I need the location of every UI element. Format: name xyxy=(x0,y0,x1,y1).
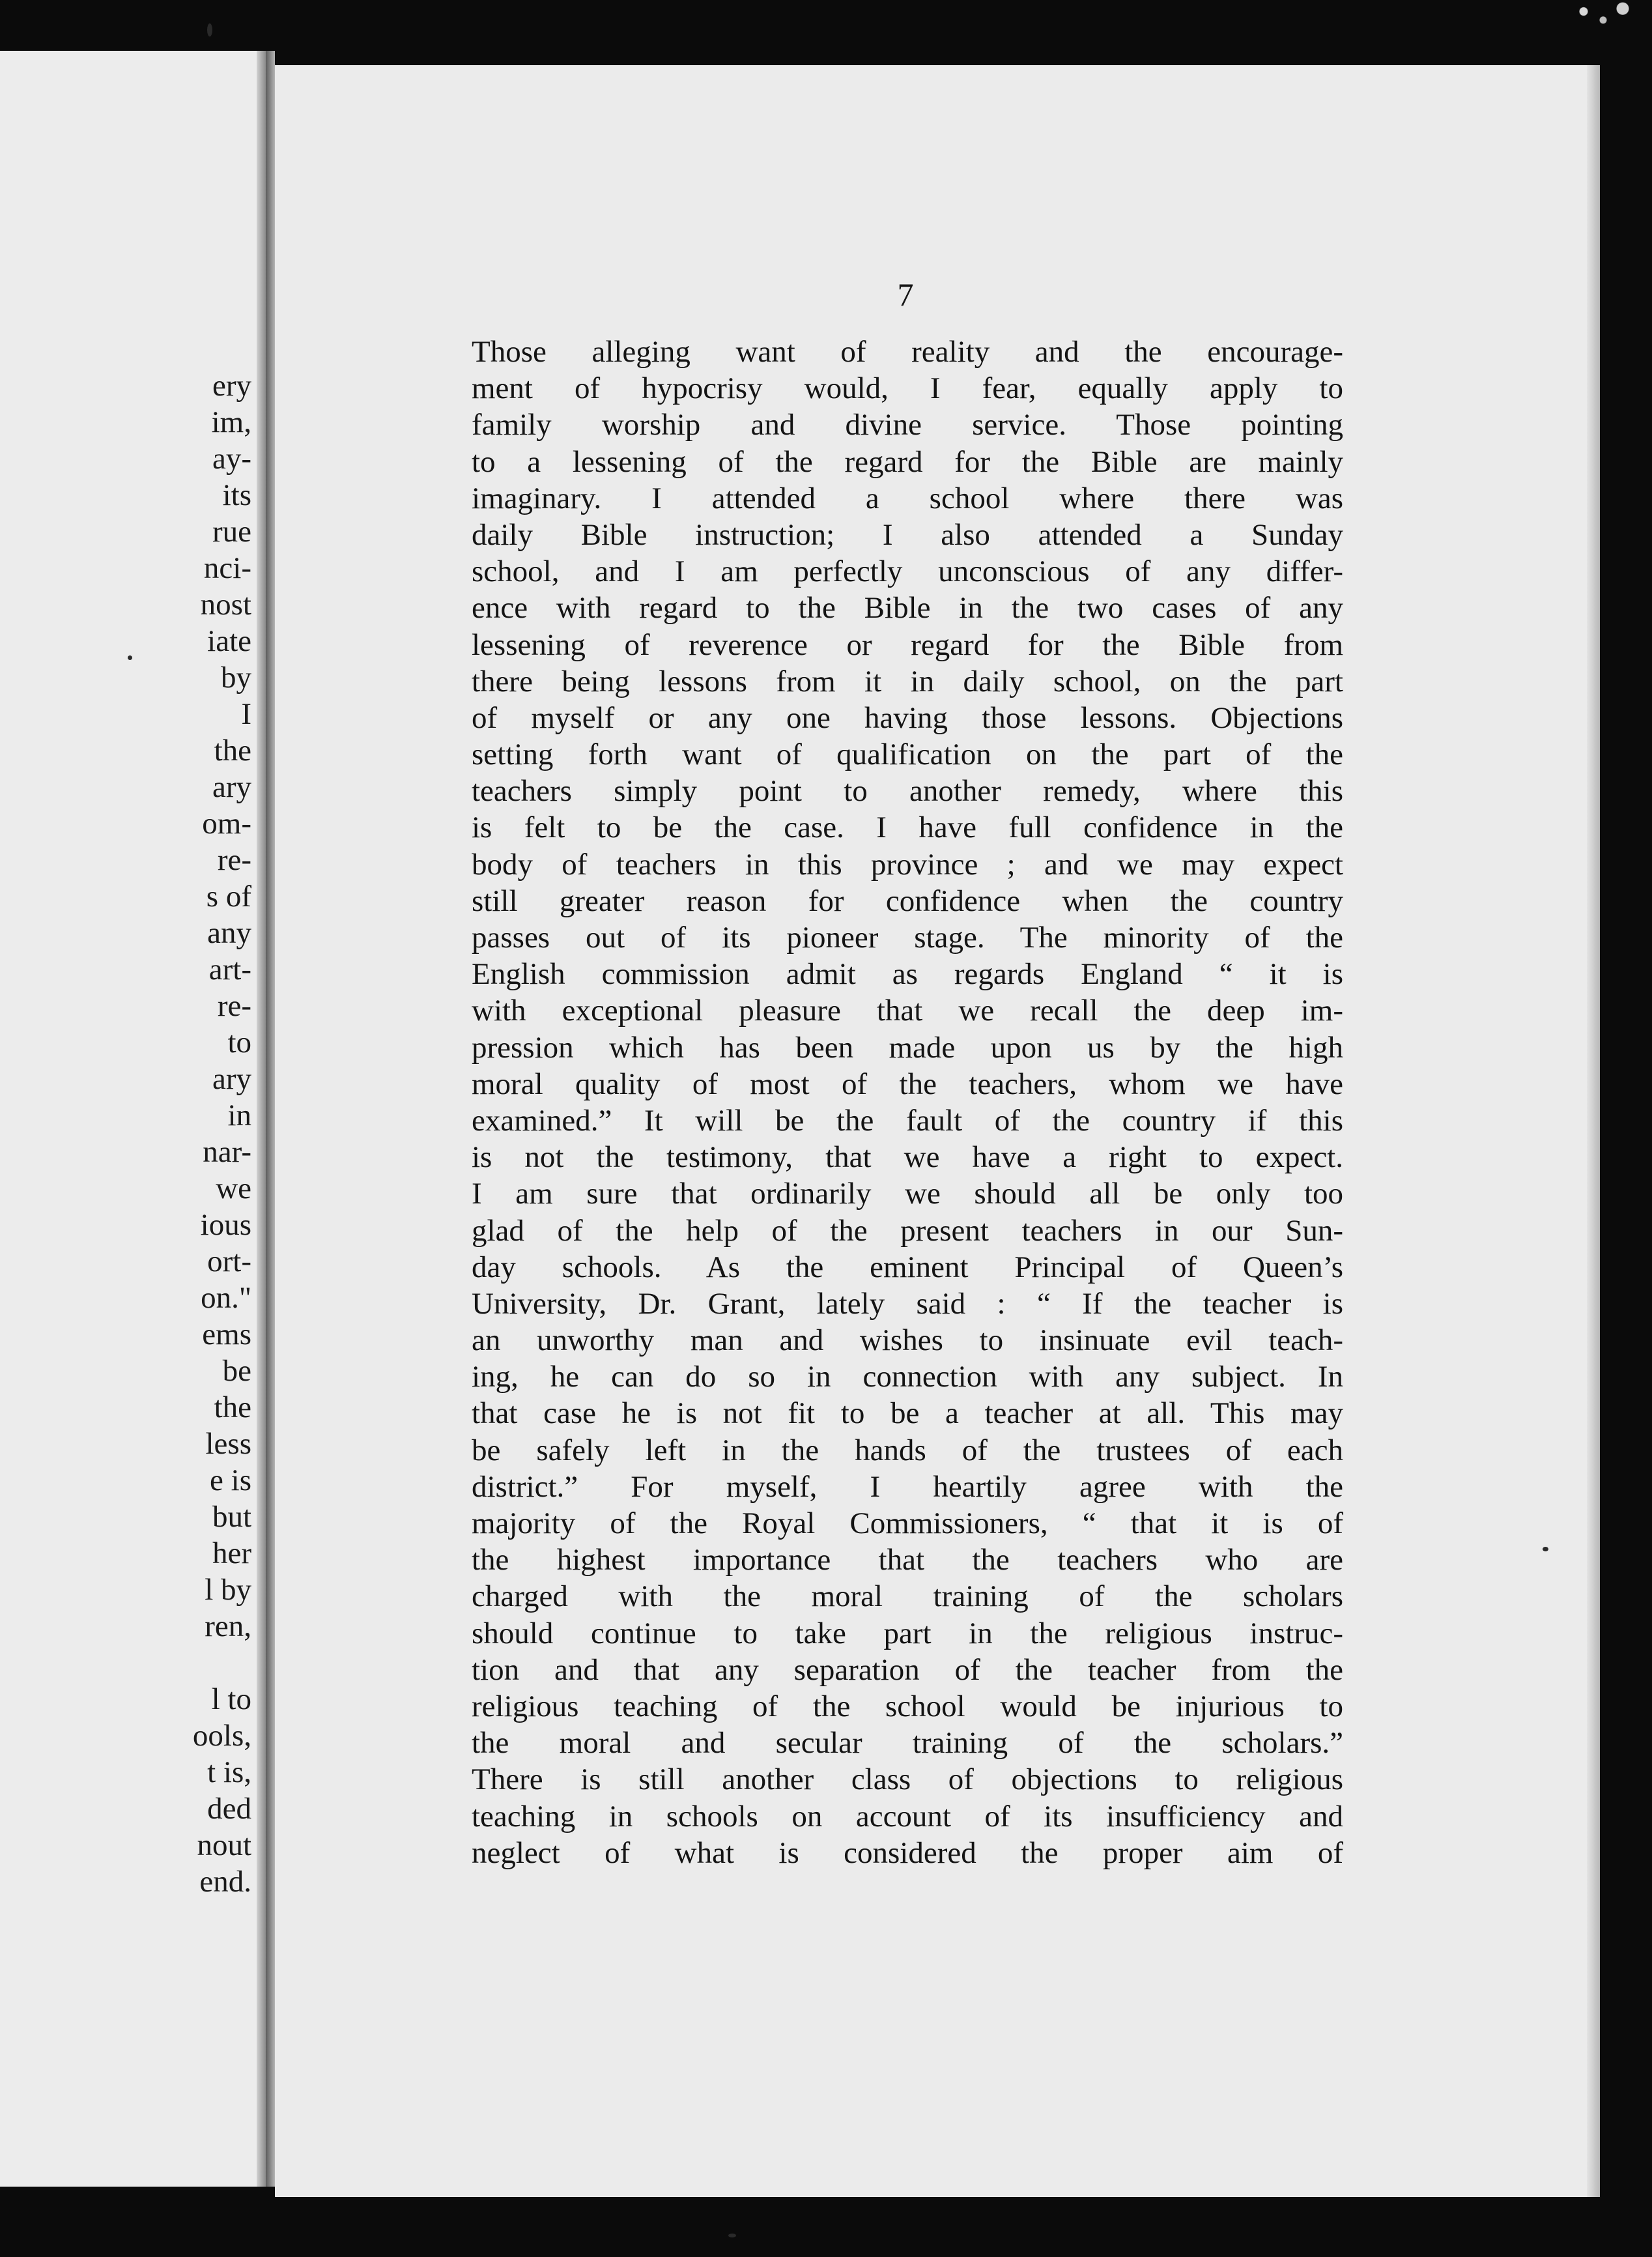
body-text-line: is not the testimony, that we have a right to expect. xyxy=(472,1140,1343,1175)
left-page-fragment-line: nout xyxy=(197,1828,251,1862)
body-text-line: English commission admit as regards England “ it is xyxy=(472,957,1343,992)
left-page-fragment-line: be xyxy=(222,1354,251,1388)
left-page-fragment-line: ems xyxy=(202,1317,251,1351)
left-page-fragment-line: we xyxy=(216,1172,251,1205)
body-text-line: that case he is not fit to be a teacher at all. This may xyxy=(472,1396,1343,1431)
left-page-fragment-line: its xyxy=(222,478,251,512)
left-page-fragment-line: her xyxy=(212,1536,251,1570)
left-page-fragment-line: I xyxy=(241,697,251,731)
body-text-line: an unworthy man and wishes to insinuate evil teach- xyxy=(472,1323,1343,1358)
body-text-line: glad of the help of the present teachers in our Sun- xyxy=(472,1213,1343,1248)
body-text-line: Those alleging want of reality and the encourage- xyxy=(472,335,1343,369)
body-text-line: charged with the moral training of the scholars xyxy=(472,1579,1343,1614)
body-text-line: teaching in schools on account of its insufficiency and xyxy=(472,1799,1343,1833)
left-page-fragment-line: s of xyxy=(206,880,251,913)
scan-speck xyxy=(207,23,212,36)
body-text-line: school, and I am perfectly unconscious of any differ- xyxy=(472,554,1343,589)
body-text-line: ment of hypocrisy would, I fear, equally apply to xyxy=(472,371,1343,406)
scan-speck xyxy=(1543,1547,1548,1551)
body-text-line: majority of the Royal Commissioners, “ that it is of xyxy=(472,1506,1343,1540)
body-text-line: ing, he can do so in connection with any subject. In xyxy=(472,1360,1343,1394)
left-page-fragment-line: the xyxy=(214,734,251,768)
body-text-line: religious teaching of the school would be injurious to xyxy=(472,1689,1343,1723)
body-text-line: University, Dr. Grant, lately said : “ If the teacher is xyxy=(472,1286,1343,1321)
body-text-line: day schools. As the eminent Principal of Queen’s xyxy=(472,1250,1343,1284)
left-page-fragment-line: ay- xyxy=(212,442,251,476)
right-page xyxy=(275,65,1600,2197)
left-page-fragment-line: any xyxy=(207,916,251,950)
left-page-fragment-line: l by xyxy=(205,1573,251,1607)
left-page-fragment-line xyxy=(56,1645,251,1681)
left-page-fragment-line: nost xyxy=(200,588,251,622)
scan-speck xyxy=(128,655,132,660)
body-text-line: district.” For myself, I heartily agree with the xyxy=(472,1469,1343,1504)
body-text-line: teachers simply point to another remedy, where this xyxy=(472,774,1343,809)
left-page-fragment-line: e is xyxy=(210,1463,251,1497)
left-page-fragment-line: ools, xyxy=(192,1719,251,1753)
body-text-line: lessening of reverence or regard for the Bible from xyxy=(472,627,1343,662)
body-text-line: there being lessons from it in daily school, on the part xyxy=(472,664,1343,698)
left-page-fragment-line: ren, xyxy=(205,1609,251,1643)
left-page-fragment-line: on." xyxy=(201,1281,251,1315)
left-page-fragment-line: nci- xyxy=(203,551,251,585)
left-page-fragment-line: om- xyxy=(202,807,251,841)
page-number: 7 xyxy=(897,276,914,313)
left-page-fragment-line: rue xyxy=(212,515,251,549)
left-page-fragment-line: re- xyxy=(217,843,251,877)
body-text-line: neglect of what is considered the proper aim of xyxy=(472,1835,1343,1870)
left-page-fragment-line: ary xyxy=(212,1062,251,1096)
left-page-fragment-line: im, xyxy=(211,405,251,439)
body-text-line: There is still another class of objections to religious xyxy=(472,1762,1343,1797)
body-text-line: moral quality of most of the teachers, whom we have xyxy=(472,1067,1343,1101)
body-text-line: setting forth want of qualification on the part of the xyxy=(472,738,1343,772)
body-text-line: tion and that any separation of the teacher from the xyxy=(472,1652,1343,1687)
scan-corner-noise xyxy=(1554,0,1652,29)
body-text-line: still greater reason for confidence when the country xyxy=(472,884,1343,918)
left-page-fragment-line: ious xyxy=(200,1208,251,1242)
body-text-line: with exceptional pleasure that we recall the deep im- xyxy=(472,994,1343,1028)
body-text-line: ence with regard to the Bible in the two cases of any xyxy=(472,591,1343,625)
left-page-fragment-line: but xyxy=(212,1500,251,1534)
left-page-fragment-line: nar- xyxy=(203,1135,251,1169)
scan-speck xyxy=(728,2234,736,2237)
left-page-fragment-line: re- xyxy=(217,989,251,1023)
left-page-fragment-line: end. xyxy=(199,1865,251,1899)
body-text-line: is felt to be the case. I have full confidence in the xyxy=(472,811,1343,845)
left-page-fragment-line: to xyxy=(227,1026,251,1059)
left-facing-page xyxy=(0,51,266,2187)
body-text-line: of myself or any one having those lessons. Objections xyxy=(472,700,1343,735)
left-page-fragment-line: ort- xyxy=(207,1244,251,1278)
left-page-fragment-line: by xyxy=(221,661,251,695)
left-page-fragment-line: ary xyxy=(212,770,251,804)
left-page-fragment-line: less xyxy=(205,1427,251,1461)
body-text-line: pression which has been made upon us by the high xyxy=(472,1030,1343,1065)
body-text-line: body of teachers in this province ; and we may expect xyxy=(472,847,1343,882)
body-text-line: passes out of its pioneer stage. The minority of the xyxy=(472,921,1343,955)
left-page-fragment-line: l to xyxy=(211,1682,251,1716)
body-text-line: daily Bible instruction; I also attended a Sunday xyxy=(472,517,1343,552)
body-text-line: examined.” It will be the fault of the country if this xyxy=(472,1103,1343,1138)
page-body-text xyxy=(472,334,1343,1871)
left-page-spine-shadow xyxy=(257,51,266,2187)
body-text-line: should continue to take part in the religious instruc- xyxy=(472,1616,1343,1650)
body-text-line: be safely left in the hands of the trustees of each xyxy=(472,1433,1343,1467)
book-gutter xyxy=(266,51,275,2187)
right-page-edge-shade xyxy=(1587,65,1600,2197)
body-text-line: imaginary. I attended a school where there was xyxy=(472,481,1343,515)
left-page-text-fragments xyxy=(56,367,251,1900)
body-text-line: to a lessening of the regard for the Bible are mainly xyxy=(472,444,1343,479)
left-page-fragment-line: the xyxy=(214,1390,251,1424)
body-text-line: the highest importance that the teachers who are xyxy=(472,1543,1343,1577)
left-page-fragment-line: ded xyxy=(207,1792,251,1826)
body-text-line: family worship and divine service. Those pointing xyxy=(472,408,1343,442)
left-page-fragment-line: iate xyxy=(207,624,251,658)
left-page-fragment-line: t is, xyxy=(207,1755,251,1789)
body-text-line: the moral and secular training of the scholars.” xyxy=(472,1726,1343,1761)
left-page-fragment-line: art- xyxy=(208,953,251,986)
left-page-fragment-line: ery xyxy=(212,369,251,403)
body-text-line: I am sure that ordinarily we should all be only too xyxy=(472,1177,1343,1211)
left-page-fragment-line: in xyxy=(227,1099,251,1132)
